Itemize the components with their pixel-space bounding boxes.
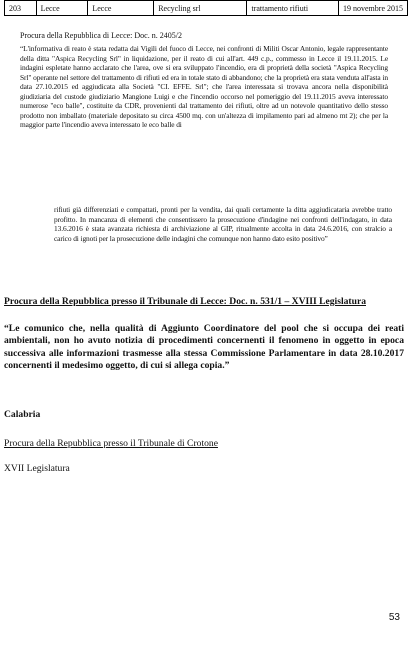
company-cell: Recycling srl <box>154 1 247 16</box>
date-cell: 19 novembre 2015 <box>339 1 408 16</box>
section-heading-lecce: Procura della Repubblica presso il Tribunale di Lecce: Doc. n. 531/1 – XVIII Legislatura <box>4 296 366 307</box>
excerpt-title: Procura della Repubblica di Lecce: Doc. n. 2405/2 <box>20 31 182 40</box>
activity-cell: trattamento rifiuti <box>247 1 339 16</box>
section-heading-crotone: Procura della Repubblica presso il Tribunale di Crotone <box>4 438 218 449</box>
region-heading: Calabria <box>4 409 41 420</box>
province-cell: Lecce <box>88 1 154 16</box>
city-cell: Lecce <box>36 1 88 16</box>
excerpt-paragraph-2: rifiuti già differenziati e compattati, pronti per la vendita, dai quali certamente la ditta aggiudicataria avrebbe tratto profitto. In mancanza di elementi che consentissero la prosecuzione d'indagine nei confronti dell'indagato, in data 13.6.2016 è stata avanzata richiesta di archiviazione al GIP, ritualmente accolta in data 24.6.2016, con stralcio a carico di ignoti per la prosecuzione delle indagini che comunque non hanno dato esito positivo” <box>54 205 392 243</box>
quoted-statement: “Le comunico che, nella qualità di Aggiunto Coordinatore del pool che si occupa dei reati ambientali, non ho avuto notizia di procedimenti concernenti il fenomeno in oggetto in epoca successiva alle informazioni trasmesse alla stessa Commissione Parlamentare in data 28.10.2017 concernenti il medesimo oggetto, di cui si allega copia.” <box>4 323 404 371</box>
case-table-row <box>4 0 408 16</box>
case-number-cell: 203 <box>5 1 37 16</box>
excerpt-paragraph-1: “L'informativa di reato è stata redatta dai Vigili del fuoco di Lecce, nei confronti di Militi Oscar Antonio, legale rappresentante della ditta "Aspica Recycling Srl" in liquidazione, per il reato di cui all'art. 449 c.p., commesso in Lecce il 19.11.2015. Le indagini espletate hanno acclarato che l'area, ove si era sviluppato l'incendio, era di proprietà della società "Aspica Recycling Srl" operante nel settore del trattamento di rifiuti ed era in totale stato di abbandono; che la proprietà era stata venduta all'asta in data 27.10.2015 ed aggiudicata alla Società "CI. EFFE. Srl"; che l'area interessata si trovava ancora nella disponibilità giudiziaria del custode giudiziario Mangione Luigi e che l'incendio occorso nel pomeriggio del 19.11.2015 aveva interessato numerose "eco balle", costituite da CDR, provenienti dal trattamento dei rifiuti, oltre ad un notevole quantitativo dello stesso prodotto non imballato (materiale depositato su circa 4500 mq. con un'altezza di impilamento pari ad almeno mt 2); che per la maggior parte l'incendio aveva interessato le eco balle di <box>20 44 388 129</box>
table-row <box>5 1 408 16</box>
page-number: 53 <box>388 612 400 623</box>
scanned-excerpt <box>4 16 404 298</box>
legislature-label: XVII Legislatura <box>4 463 70 474</box>
